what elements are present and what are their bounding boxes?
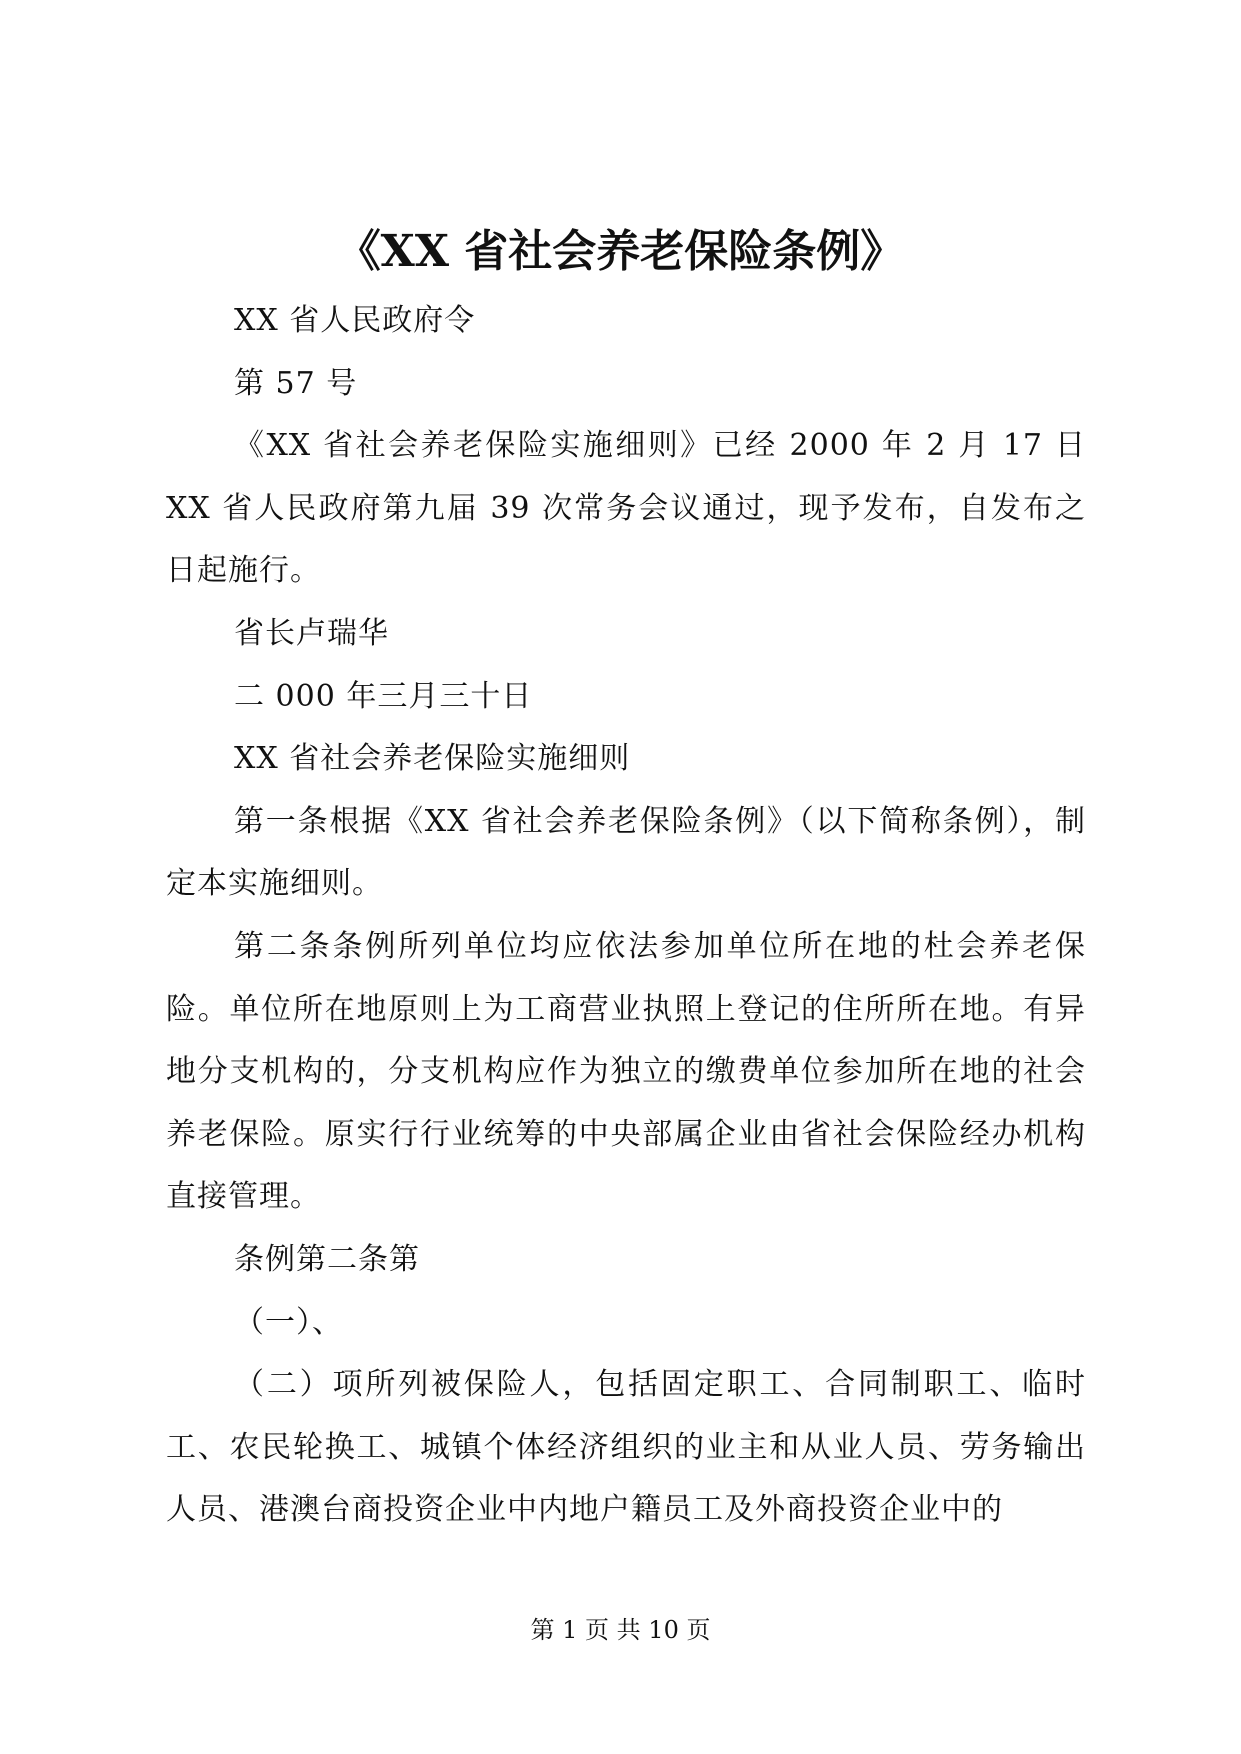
article-reference: 条例第二条第 — [234, 1241, 420, 1277]
item-1: （一）、 — [234, 1304, 343, 1340]
page-footer: 第 1 页 共 10 页 — [530, 1616, 711, 1644]
signatory: 省长卢瑞华 — [234, 615, 389, 651]
item-2: （二）项所列被保险人，包括固定职工、合同制职工、临时工、农民轮换工、城镇个体经济组织的业主和从业人员、劳务输出人员、港澳台商投资企业中内地户籍员工及外商投资企业中的 — [166, 1367, 1086, 1528]
issue-date: 二 000 年三月三十日 — [234, 678, 533, 714]
document-body — [166, 290, 1086, 1542]
article-1: 第一条根据《XX 省社会养老保险条例》（以下简称条例），制定本实施细则。 — [166, 803, 1086, 902]
document-title: 《XX 省社会养老保险条例》 — [336, 226, 905, 277]
rules-heading: XX 省社会养老保险实施细则 — [234, 741, 631, 777]
decree-number: 第 57 号 — [234, 365, 358, 401]
article-2: 第二条条例所列单位均应依法参加单位所在地的杜会养老保险。单位所在地原则上为工商营业执照上登记的住所所在地。有异地分支机构的，分支机构应作为独立的缴费单位参加所在地的社会养老保险。原实行行业统筹的中央部属企业由省社会保险经办机构直接管理。 — [166, 928, 1086, 1215]
decree-issuer: XX 省人民政府令 — [234, 303, 476, 338]
promulgation-paragraph: 《XX 省社会养老保险实施细则》已经 2000 年 2 月 17 日 XX 省人民政府第九届 39 次常务会议通过，现予发布，自发布之日起施行。 — [166, 428, 1086, 589]
